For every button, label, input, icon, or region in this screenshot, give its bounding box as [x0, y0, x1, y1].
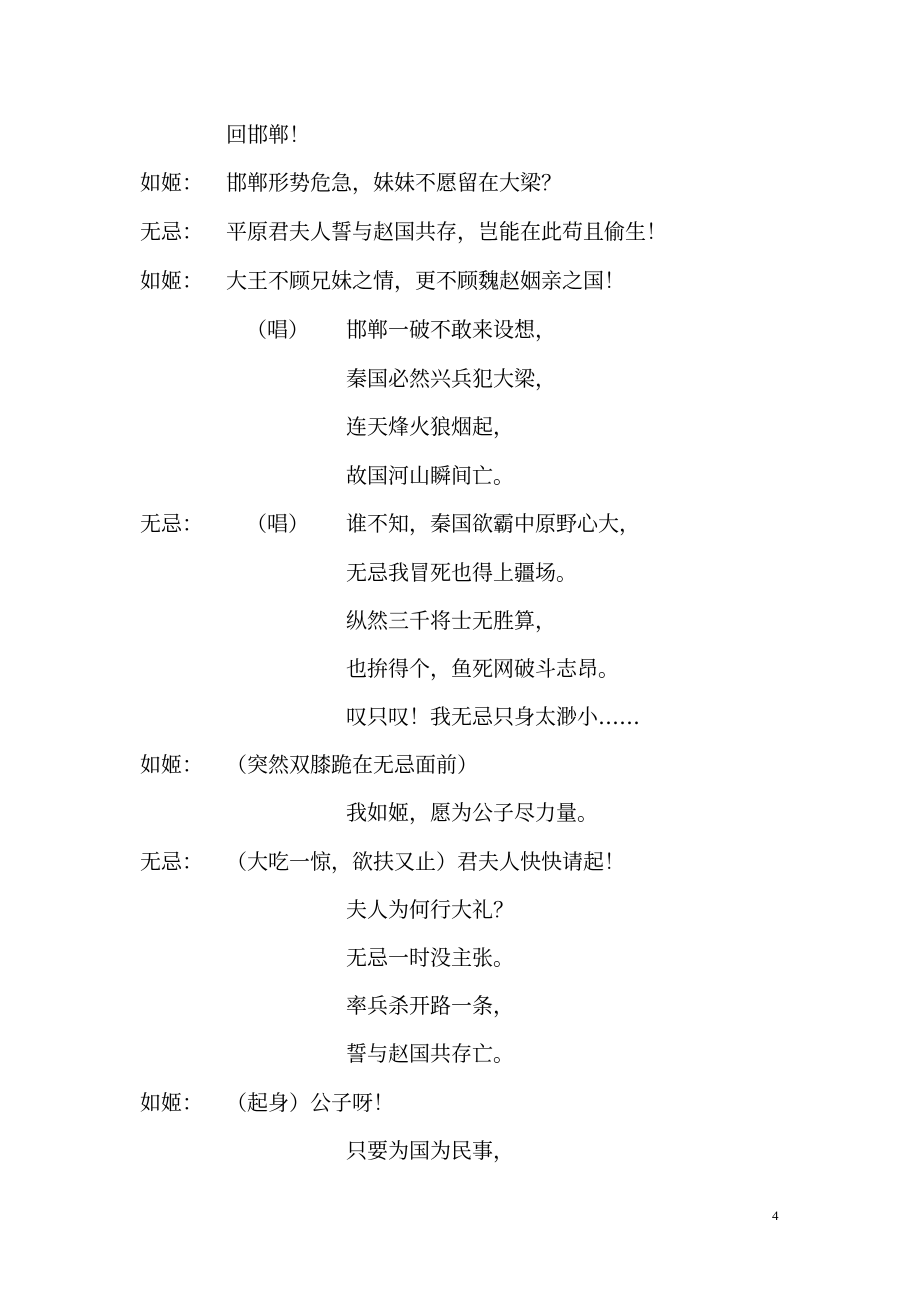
line-5-verse: 邯郸一破不敢来设想， [346, 318, 556, 342]
line-4-dialog: 大王不顾兄妹之情，更不顾魏赵姻亲之国！ [226, 269, 625, 293]
line-22-verse: 只要为国为民事， [346, 1139, 514, 1163]
line-3-dialog: 平原君夫人誓与赵国共存，岂能在此苟且偷生！ [226, 220, 667, 244]
line-16-dialog: （大吃一惊，欲扶又止）君夫人快快请起！ [226, 850, 625, 874]
line-19-verse: 率兵杀开路一条， [346, 994, 514, 1018]
line-2-dialog: 邯郸形势危急，妹妹不愿留在大梁？ [226, 171, 562, 195]
line-9-speaker: 无忌： [140, 512, 203, 536]
line-4-speaker: 如姬： [140, 269, 203, 293]
line-5-sing-tag: （唱） [246, 318, 309, 342]
line-16-speaker: 无忌： [140, 850, 203, 874]
line-7-verse: 连天烽火狼烟起， [346, 415, 514, 439]
line-20-verse: 誓与赵国共存亡。 [346, 1042, 514, 1066]
line-12-verse: 也拚得个，鱼死网破斗志昂。 [346, 657, 619, 681]
line-21-dialog: （起身）公子呀！ [226, 1091, 394, 1115]
line-1-dialog: 回邯郸！ [226, 123, 310, 147]
line-9-sing-tag: （唱） [246, 512, 309, 536]
line-6-verse: 秦国必然兴兵犯大梁， [346, 367, 556, 391]
line-3-speaker: 无忌： [140, 220, 203, 244]
line-15-verse: 我如姬，愿为公子尽力量。 [346, 801, 598, 825]
line-18-verse: 无忌一时没主张。 [346, 946, 514, 970]
line-10-verse: 无忌我冒死也得上疆场。 [346, 561, 577, 585]
line-9-verse: 谁不知，秦国欲霸中原野心大， [346, 512, 640, 536]
line-17-verse: 夫人为何行大礼？ [346, 898, 514, 922]
line-14-speaker: 如姬： [140, 753, 203, 777]
line-21-speaker: 如姬： [140, 1091, 203, 1115]
line-14-dialog: （突然双膝跪在无忌面前） [226, 753, 478, 777]
line-13-verse: 叹只叹！我无忌只身太渺小…… [346, 705, 640, 729]
line-2-speaker: 如姬： [140, 171, 203, 195]
line-8-verse: 故国河山瞬间亡。 [346, 464, 514, 488]
page-number: 4 [772, 1208, 779, 1223]
line-11-verse: 纵然三千将士无胜算， [346, 609, 556, 633]
